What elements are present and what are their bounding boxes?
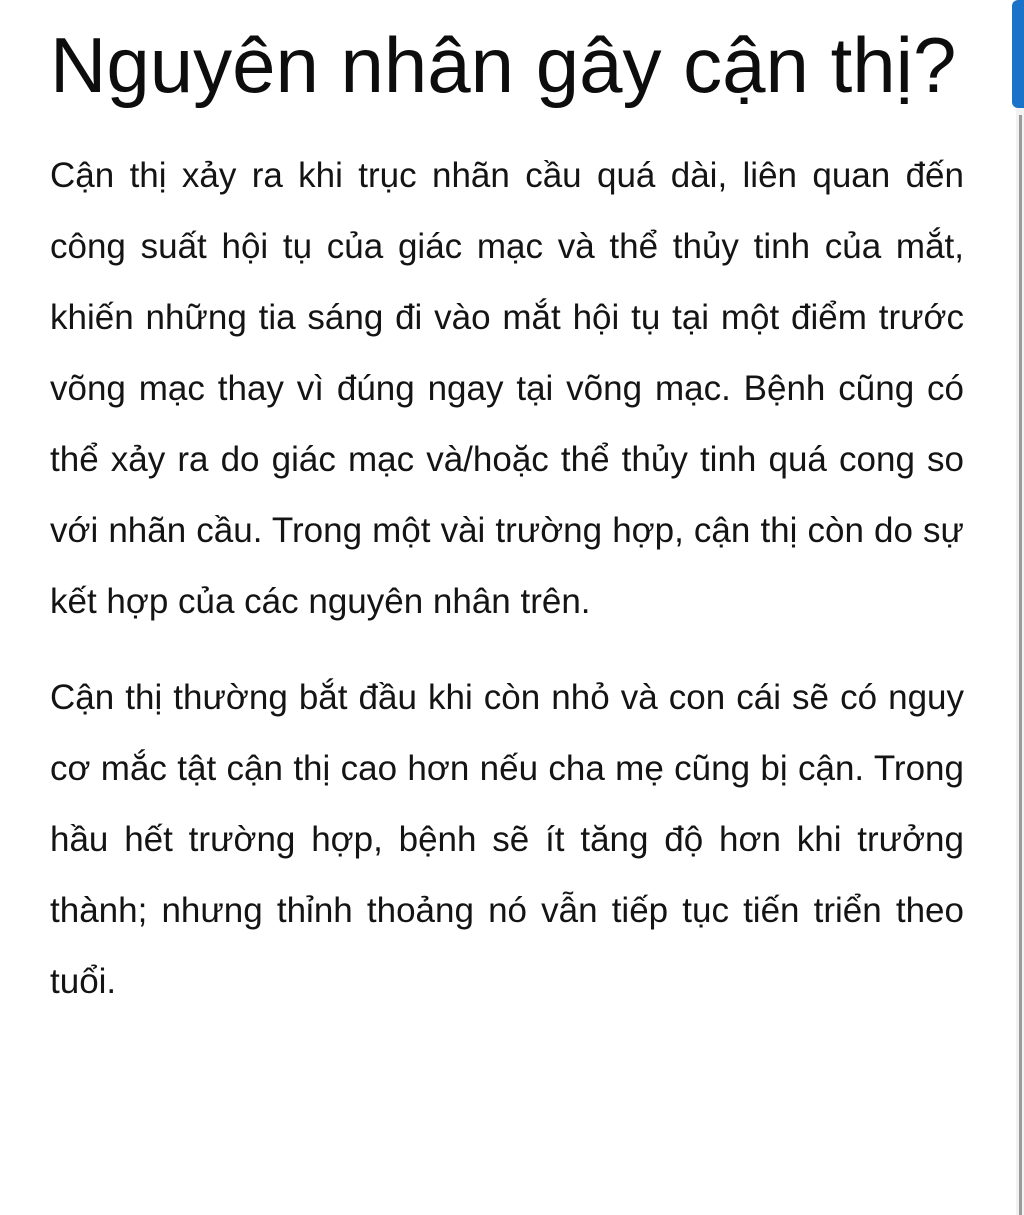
article [50,20,964,1017]
article-paragraph-1: Cận thị xảy ra khi trục nhãn cầu quá dài, liên quan đến công suất hội tụ của giác mạc và thể thủy tinh của mắt, khiến những tia sáng đi vào mắt hội tụ tại một điểm trước võng mạc thay vì đúng ngay tại võng mạc. Bệnh cũng có thể xảy ra do giác mạc và/hoặc thể thủy tinh quá cong so với nhãn cầu. Trong một vài trường hợp, cận thị còn do sự kết hợp của các nguyên nhân trên. [50,156,964,621]
scrollbar-rail [1019,115,1022,1215]
scrollbar-thumb[interactable] [1012,0,1024,108]
vertical-scrollbar[interactable] [1016,0,1024,1215]
article-title: Nguyên nhân gây cận thị? [50,21,957,109]
article-paragraph-2: Cận thị thường bắt đầu khi còn nhỏ và con cái sẽ có nguy cơ mắc tật cận thị cao hơn nếu cha mẹ cũng bị cận. Trong hầu hết trường hợp, bệnh sẽ ít tăng độ hơn khi trưởng thành; nhưng thỉnh thoảng nó vẫn tiếp tục tiến triển theo tuổi. [50,678,964,1001]
